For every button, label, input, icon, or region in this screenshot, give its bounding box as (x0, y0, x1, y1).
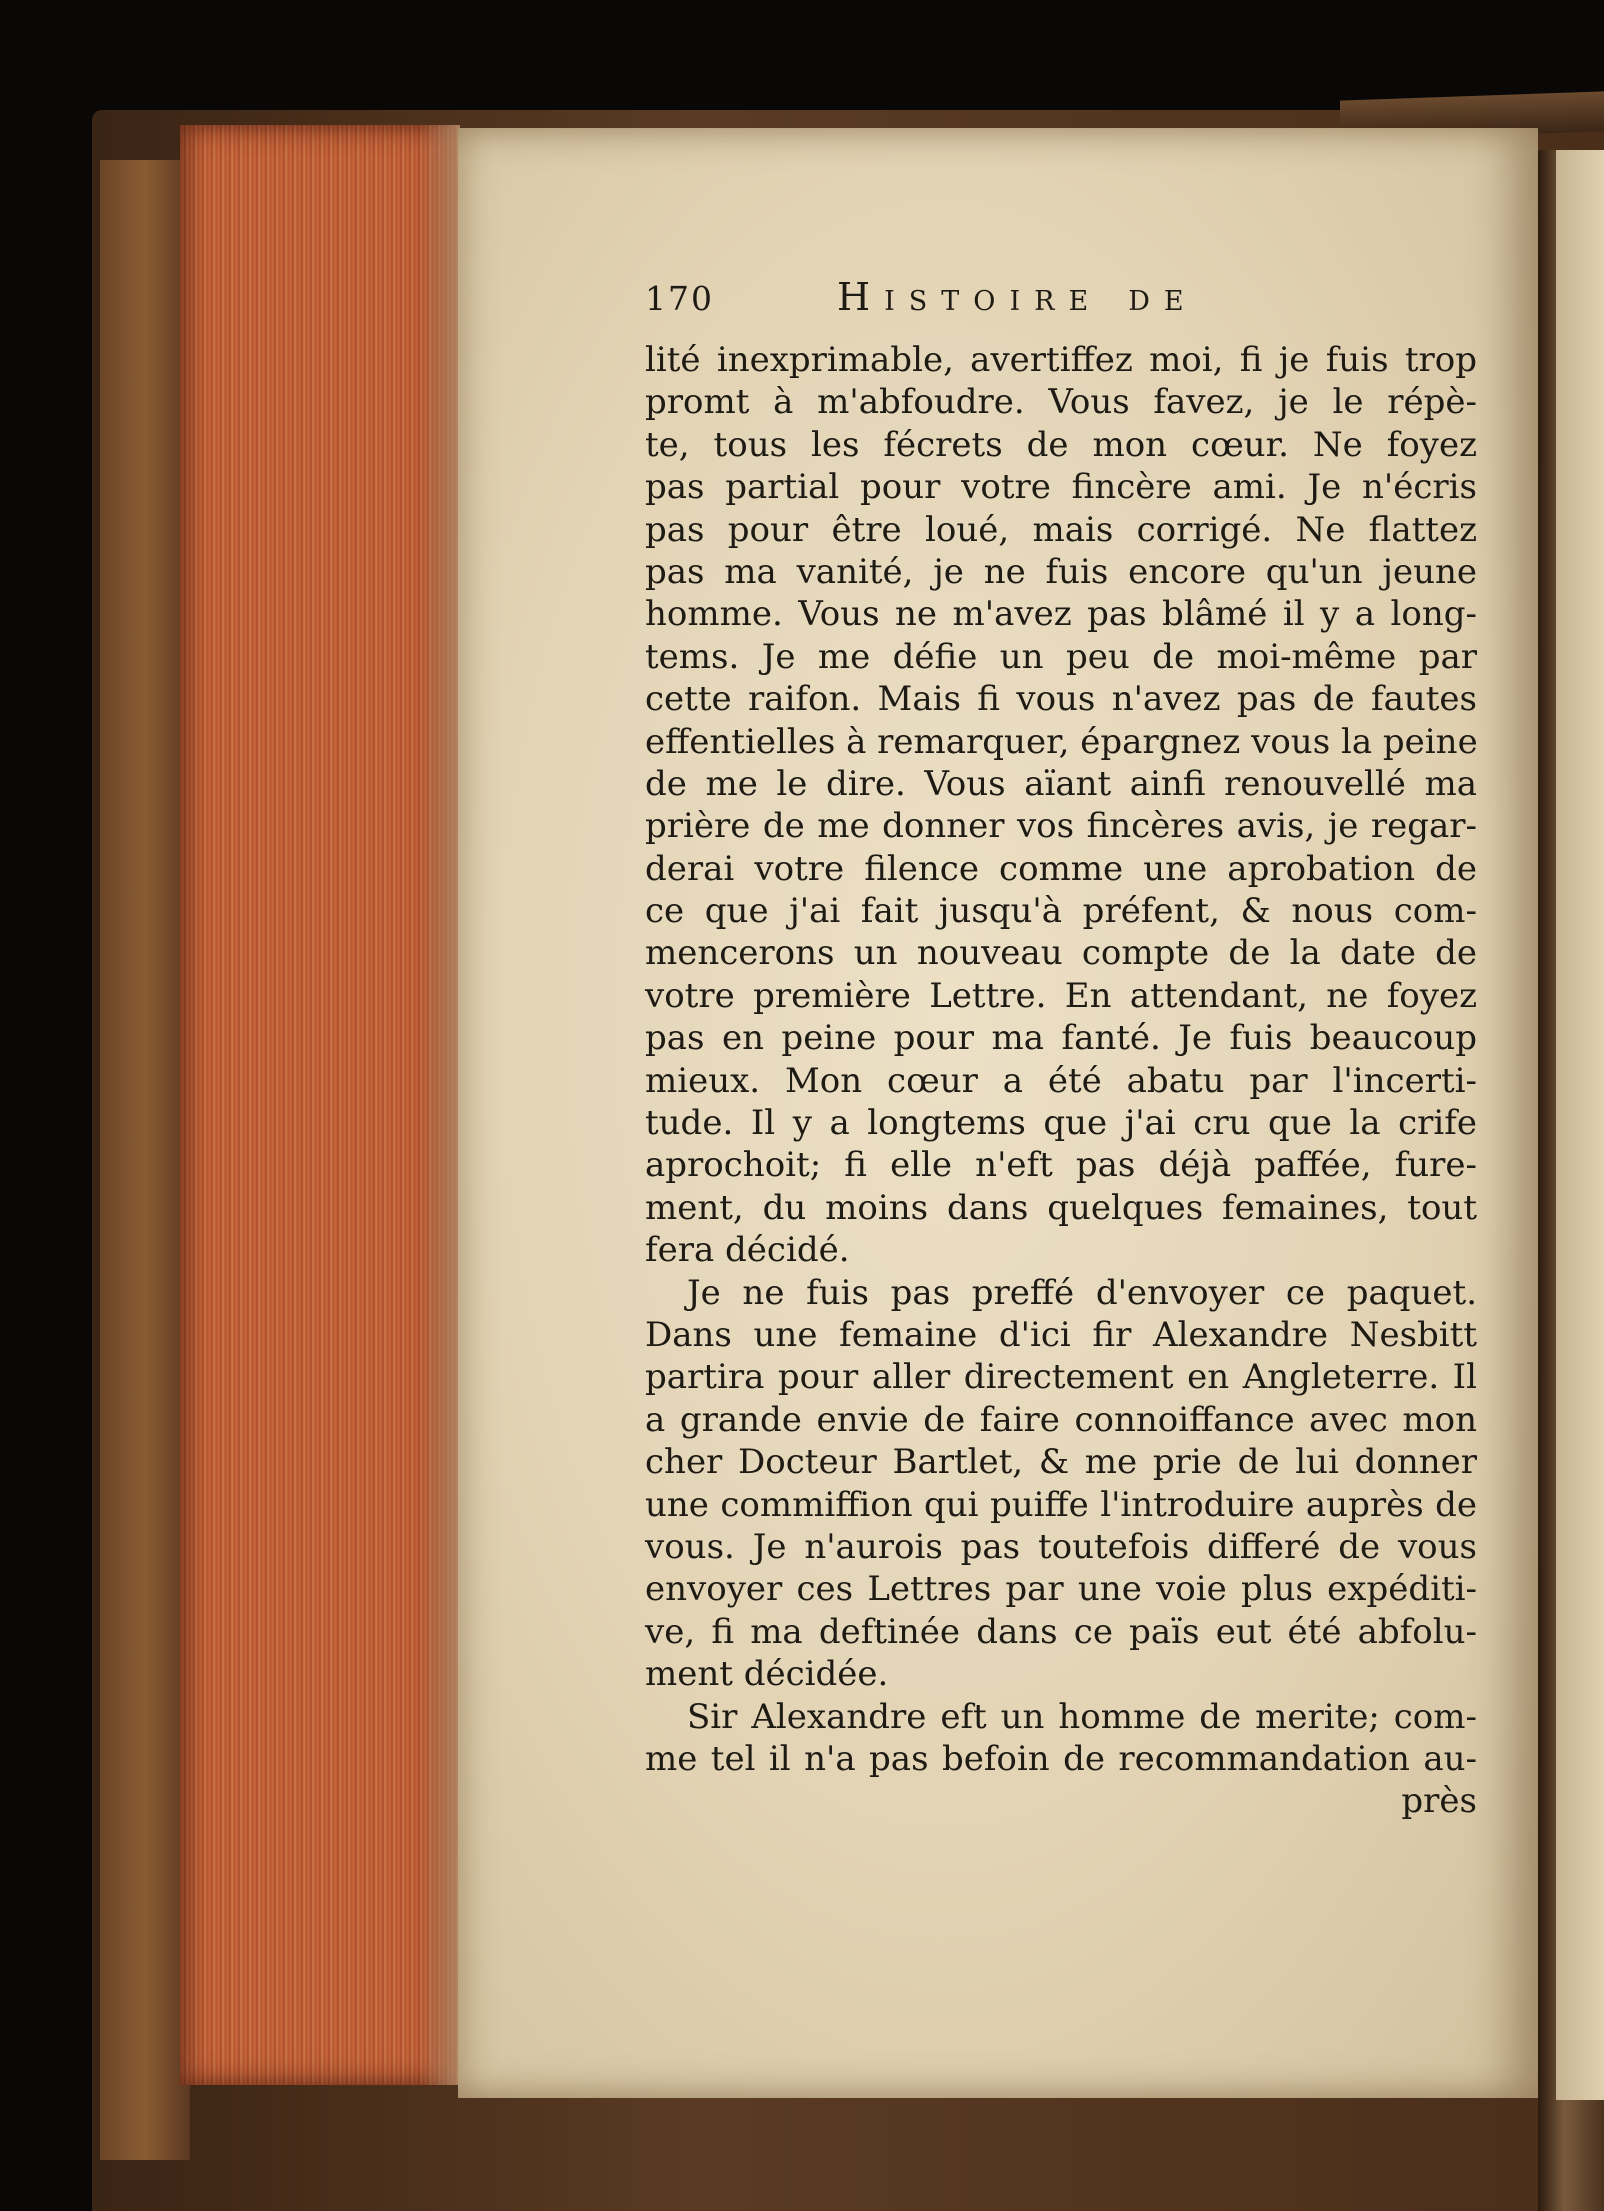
text-line: ment, du moins dans quelques femaines, tout (645, 1187, 1477, 1228)
text-line: aprochoit; fi elle n'eft pas déjà paffée, fure- (645, 1145, 1477, 1186)
catchword: près (1401, 1781, 1477, 1822)
body-text (645, 339, 1477, 1823)
text-line: lité inexprimable, avertiffez moi, fi je fuis trop (645, 340, 1477, 380)
text-line: pas partial pour votre fincère ami. Je n'écris (645, 467, 1477, 508)
text-line: promt à m'abfoudre. Vous favez, je le répè- (645, 382, 1477, 423)
text-line: ce que j'ai fait jusqu'à préfent, & nous com- (645, 891, 1477, 932)
text-line: pas en peine pour ma fanté. Je fuis beaucoup (645, 1018, 1477, 1059)
running-head (645, 275, 1477, 339)
text-line: derai votre filence comme une aprobation de (645, 848, 1477, 889)
text-line: tems. Je me défie un peu de moi-même par (645, 636, 1477, 677)
red-page-edges (180, 125, 460, 2085)
text-line: cher Docteur Bartlet, & me prie de lui donner (645, 1442, 1477, 1483)
text-line: envoyer ces Lettres par une voie plus expéditi- (645, 1569, 1477, 1610)
text-line: me tel il n'a pas befoin de recommandation au- (645, 1738, 1477, 1779)
facing-page-sliver (1556, 150, 1604, 2100)
text-line: cette raifon. Mais fi vous n'avez pas de fautes (645, 679, 1477, 720)
text-line: a grande envie de faire connoiffance avec mon (645, 1399, 1477, 1440)
text-line: homme. Vous ne m'avez pas blâmé il y a long- (645, 594, 1477, 635)
cover-left-edge (100, 160, 190, 2160)
text-line: prière de me donner vos fincères avis, je regar- (645, 806, 1477, 847)
text-line: mencerons un nouveau compte de la date de (645, 933, 1477, 974)
text-line: effentielles à remarquer, épargnez vous la peine (645, 721, 1478, 762)
text-line: fera décidé. (645, 1230, 850, 1271)
text-line: vous. Je n'aurois pas toutefois differé de vous (645, 1526, 1477, 1567)
text-line: pas pour être loué, mais corrigé. Ne flattez (645, 509, 1477, 550)
text-line: te, tous les fécrets de mon cœur. Ne foyez (645, 424, 1477, 465)
text-line: Dans une femaine d'ici fir Alexandre Nesbitt (645, 1314, 1477, 1355)
text-line: ment décidée. (645, 1654, 889, 1695)
text-line: de me le dire. Vous aïant ainfi renouvellé ma (645, 763, 1477, 804)
text-line: mieux. Mon cœur a été abatu par l'incerti- (645, 1060, 1477, 1101)
page-text (645, 275, 1477, 1823)
text-line: pas ma vanité, je ne fuis encore qu'un jeune (645, 551, 1477, 592)
text-line: partira pour aller directement en Angleterre. Il (645, 1357, 1477, 1398)
text-line: votre première Lettre. En attendant, ne foyez (645, 975, 1477, 1016)
text-line: ve, fi ma deftinée dans ce païs eut été abfolu- (645, 1611, 1477, 1652)
text-line: Sir Alexandre eft un homme de merite; com- (687, 1696, 1477, 1737)
text-line: tude. Il y a longtems que j'ai cru que la crife (645, 1103, 1477, 1144)
text-line: une commiffion qui puiffe l'introduire auprès de (645, 1484, 1477, 1525)
running-head-title: Histoire de (837, 275, 1198, 319)
page-number: 170 (645, 279, 714, 318)
text-line: Je ne fuis pas preffé d'envoyer ce paquet. (687, 1272, 1477, 1313)
